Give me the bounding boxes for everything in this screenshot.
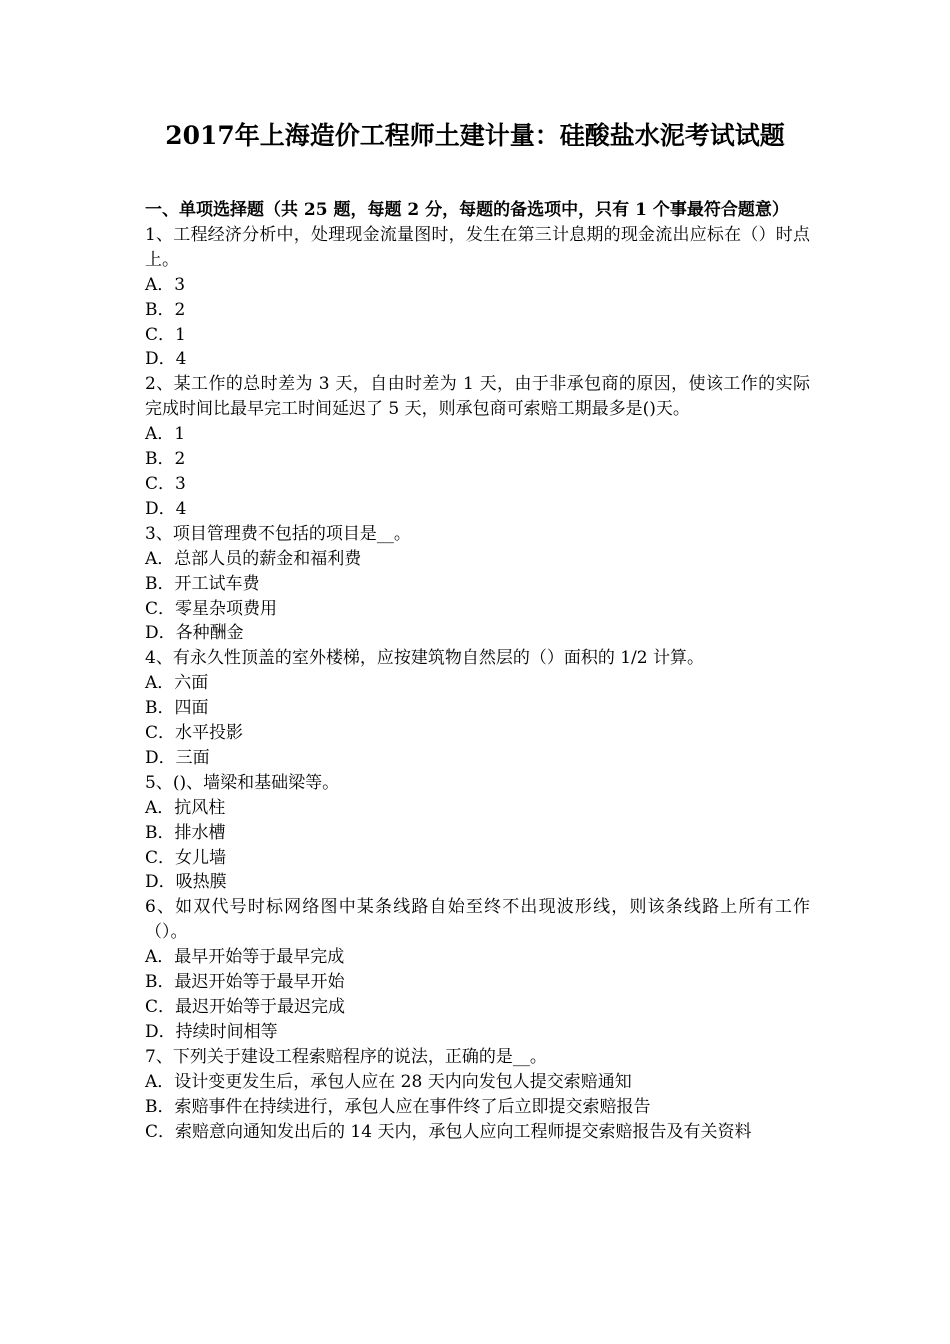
option-d: D．各种酬金 xyxy=(145,623,244,644)
option-c: C．1 xyxy=(145,324,186,345)
question-1 xyxy=(145,223,810,372)
document-body xyxy=(145,198,810,1144)
option-a: A．总部人员的薪金和福利费 xyxy=(145,548,362,569)
section-heading: 一、单项选择题（共 25 题，每题 2 分，每题的备选项中，只有 1 个事最符合题意） xyxy=(145,200,789,220)
option-a: A．抗风柱 xyxy=(145,797,226,818)
option-b: B．2 xyxy=(145,449,186,470)
option-c: C．水平投影 xyxy=(145,723,244,744)
page-title: 2017年上海造价工程师土建计量：硅酸盐水泥考试试题 xyxy=(165,121,785,150)
option-b: B．2 xyxy=(145,299,186,320)
option-d: D．吸热膜 xyxy=(145,872,227,893)
question-3 xyxy=(145,522,810,647)
question-stem: 2、某工作的总时差为 3 天，自由时差为 1 天，由于非承包商的原因，使该工作的实际完成时间比最早完工时间延迟了 5 天，则承包商可索赔工期最多是()天。 xyxy=(145,374,810,420)
option-d: D．三面 xyxy=(145,747,210,768)
option-c: C．最迟开始等于最迟完成 xyxy=(145,997,346,1017)
option-a: A．六面 xyxy=(145,673,209,694)
question-4 xyxy=(145,646,810,771)
option-a: A．设计变更发生后，承包人应在 28 天内向发包人提交索赔通知 xyxy=(145,1071,632,1092)
question-stem: 1、工程经济分析中，处理现金流量图时，发生在第三计息期的现金流出应标在（）时点上。 xyxy=(145,224,810,270)
option-c: C．索赔意向通知发出后的 14 天内，承包人应向工程师提交索赔报告及有关资料 xyxy=(145,1121,752,1142)
question-stem: 5、()、墙梁和基础梁等。 xyxy=(145,772,340,793)
question-stem: 3、项目管理费不包括的项目是__。 xyxy=(145,523,411,544)
option-a: A．最早开始等于最早完成 xyxy=(145,947,345,968)
question-stem: 7、下列关于建设工程索赔程序的说法，正确的是__。 xyxy=(145,1046,547,1067)
option-d: D．持续时间相等 xyxy=(145,1021,278,1042)
question-stem: 6、如双代号时标网络图中某条线路自始至终不出现波形线，则该条线路上所有工作（）。 xyxy=(145,897,810,943)
option-d: D．4 xyxy=(145,498,187,519)
option-d: D．4 xyxy=(145,349,187,370)
option-b: B．排水槽 xyxy=(145,822,226,843)
question-7 xyxy=(145,1045,810,1145)
question-6 xyxy=(145,895,810,1044)
option-c: C．女儿墙 xyxy=(145,847,227,868)
question-2 xyxy=(145,372,810,521)
question-stem: 4、有永久性顶盖的室外楼梯，应按建筑物自然层的（）面积的 1/2 计算。 xyxy=(145,648,704,669)
option-c: C．零星杂项费用 xyxy=(145,598,278,619)
option-b: B．开工试车费 xyxy=(145,573,260,594)
option-b: B．最迟开始等于最早开始 xyxy=(145,972,345,993)
option-a: A．3 xyxy=(145,274,186,295)
option-a: A．1 xyxy=(145,424,186,445)
question-5 xyxy=(145,771,810,896)
option-b: B．索赔事件在持续进行，承包人应在事件终了后立即提交索赔报告 xyxy=(145,1096,651,1117)
option-b: B．四面 xyxy=(145,698,209,719)
option-c: C．3 xyxy=(145,473,186,494)
